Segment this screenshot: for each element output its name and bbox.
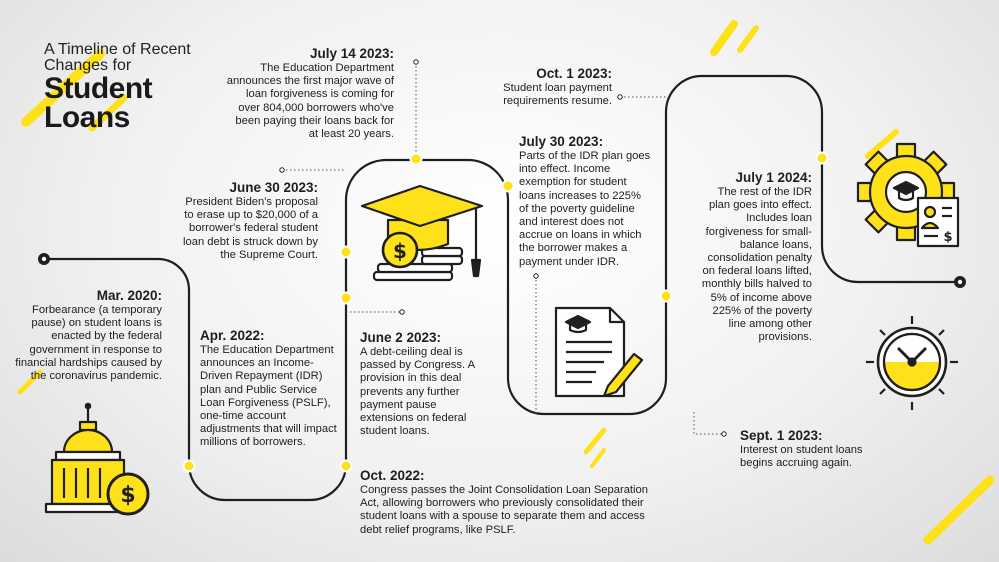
event-text: Parts of the IDR plan goes into effect. Income exemption for student loans increases to 225% of the poverty guideline and interest does not accrue on loans in which the borrower makes a payment under IDR. — [519, 150, 651, 268]
event-text: Student loan payment requirements resume. — [503, 82, 612, 108]
event-date: June 2 2023: — [360, 330, 442, 345]
capitol-dollar-icon — [46, 404, 148, 514]
event-date: Sept. 1 2023: — [740, 428, 823, 443]
event-date: Oct. 2022: — [360, 468, 425, 483]
gear-certificate-icon — [858, 144, 958, 246]
event-text: President Biden's proposal to erase up to $20,000 of a borrower's federal student loan debt is struck down by the Supreme Court. — [183, 196, 318, 261]
event-mar-2020 — [10, 288, 162, 383]
event-apr-2022 — [200, 328, 338, 450]
event-text: Interest on student loans begins accruing again. — [740, 444, 863, 470]
svg-text:$: $ — [393, 239, 407, 263]
event-date: Apr. 2022: — [200, 328, 265, 343]
event-date: July 30 2023: — [519, 134, 604, 149]
event-date: Oct. 1 2023: — [536, 66, 612, 81]
event-june-2-2023 — [360, 330, 478, 438]
header-subtitle: A Timeline of Recent Changes for — [44, 41, 191, 74]
event-date: June 30 2023: — [229, 180, 318, 195]
event-text: The Education Department announces an Income-Driven Repayment (IDR) plan and Public Service Loan Forgiveness (PSLF), one-time account adjustments that will impact millions of borrowers. — [200, 344, 337, 449]
event-text: A debt-ceiling deal is passed by Congress. A provision in this deal prevents any further payment pause extensions on federal student loans. — [360, 346, 475, 438]
event-text: The Education Department announces the first major wave of loan forgiveness is coming for over 804,000 borrowers who've been paying their loans back for at least 20 years. — [226, 62, 394, 141]
event-date: July 1 2024: — [735, 170, 812, 185]
graduation-cap-coins-icon — [362, 186, 482, 280]
event-july-30-2023 — [519, 134, 651, 269]
clock-icon — [866, 316, 958, 410]
event-oct-1-2023 — [490, 66, 612, 108]
event-date: Mar. 2020: — [96, 288, 162, 303]
event-july-14-2023 — [224, 46, 394, 141]
event-text: The rest of the IDR plan goes into effect. Includes loan forgiveness for small-balance loans, consolidation penalty on federal loans lifted, monthly bills halved to 5% of income above 225% of the poverty line among other provisions. — [701, 186, 812, 344]
page-title: Student Loans — [44, 72, 153, 134]
event-date: July 14 2023: — [309, 46, 394, 61]
event-july-1-2024 — [700, 170, 812, 344]
event-text: Forbearance (a temporary pause) on student loans is enacted by the federal government in response to financial hardships caused by the coronavirus pandemic. — [15, 304, 162, 383]
event-june-30-2023 — [180, 180, 318, 262]
event-text: Congress passes the Joint Consolidation Loan Separation Act, allowing borrowers who previously consolidated their student loans with a spouse to separate them and access debt relief programs, like PSLF. — [360, 484, 648, 536]
event-sept-1-2023 — [740, 428, 870, 470]
svg-text:$: $ — [943, 230, 953, 245]
svg-text:$: $ — [120, 483, 136, 508]
event-oct-2022 — [360, 468, 658, 537]
document-pen-icon — [556, 308, 642, 396]
